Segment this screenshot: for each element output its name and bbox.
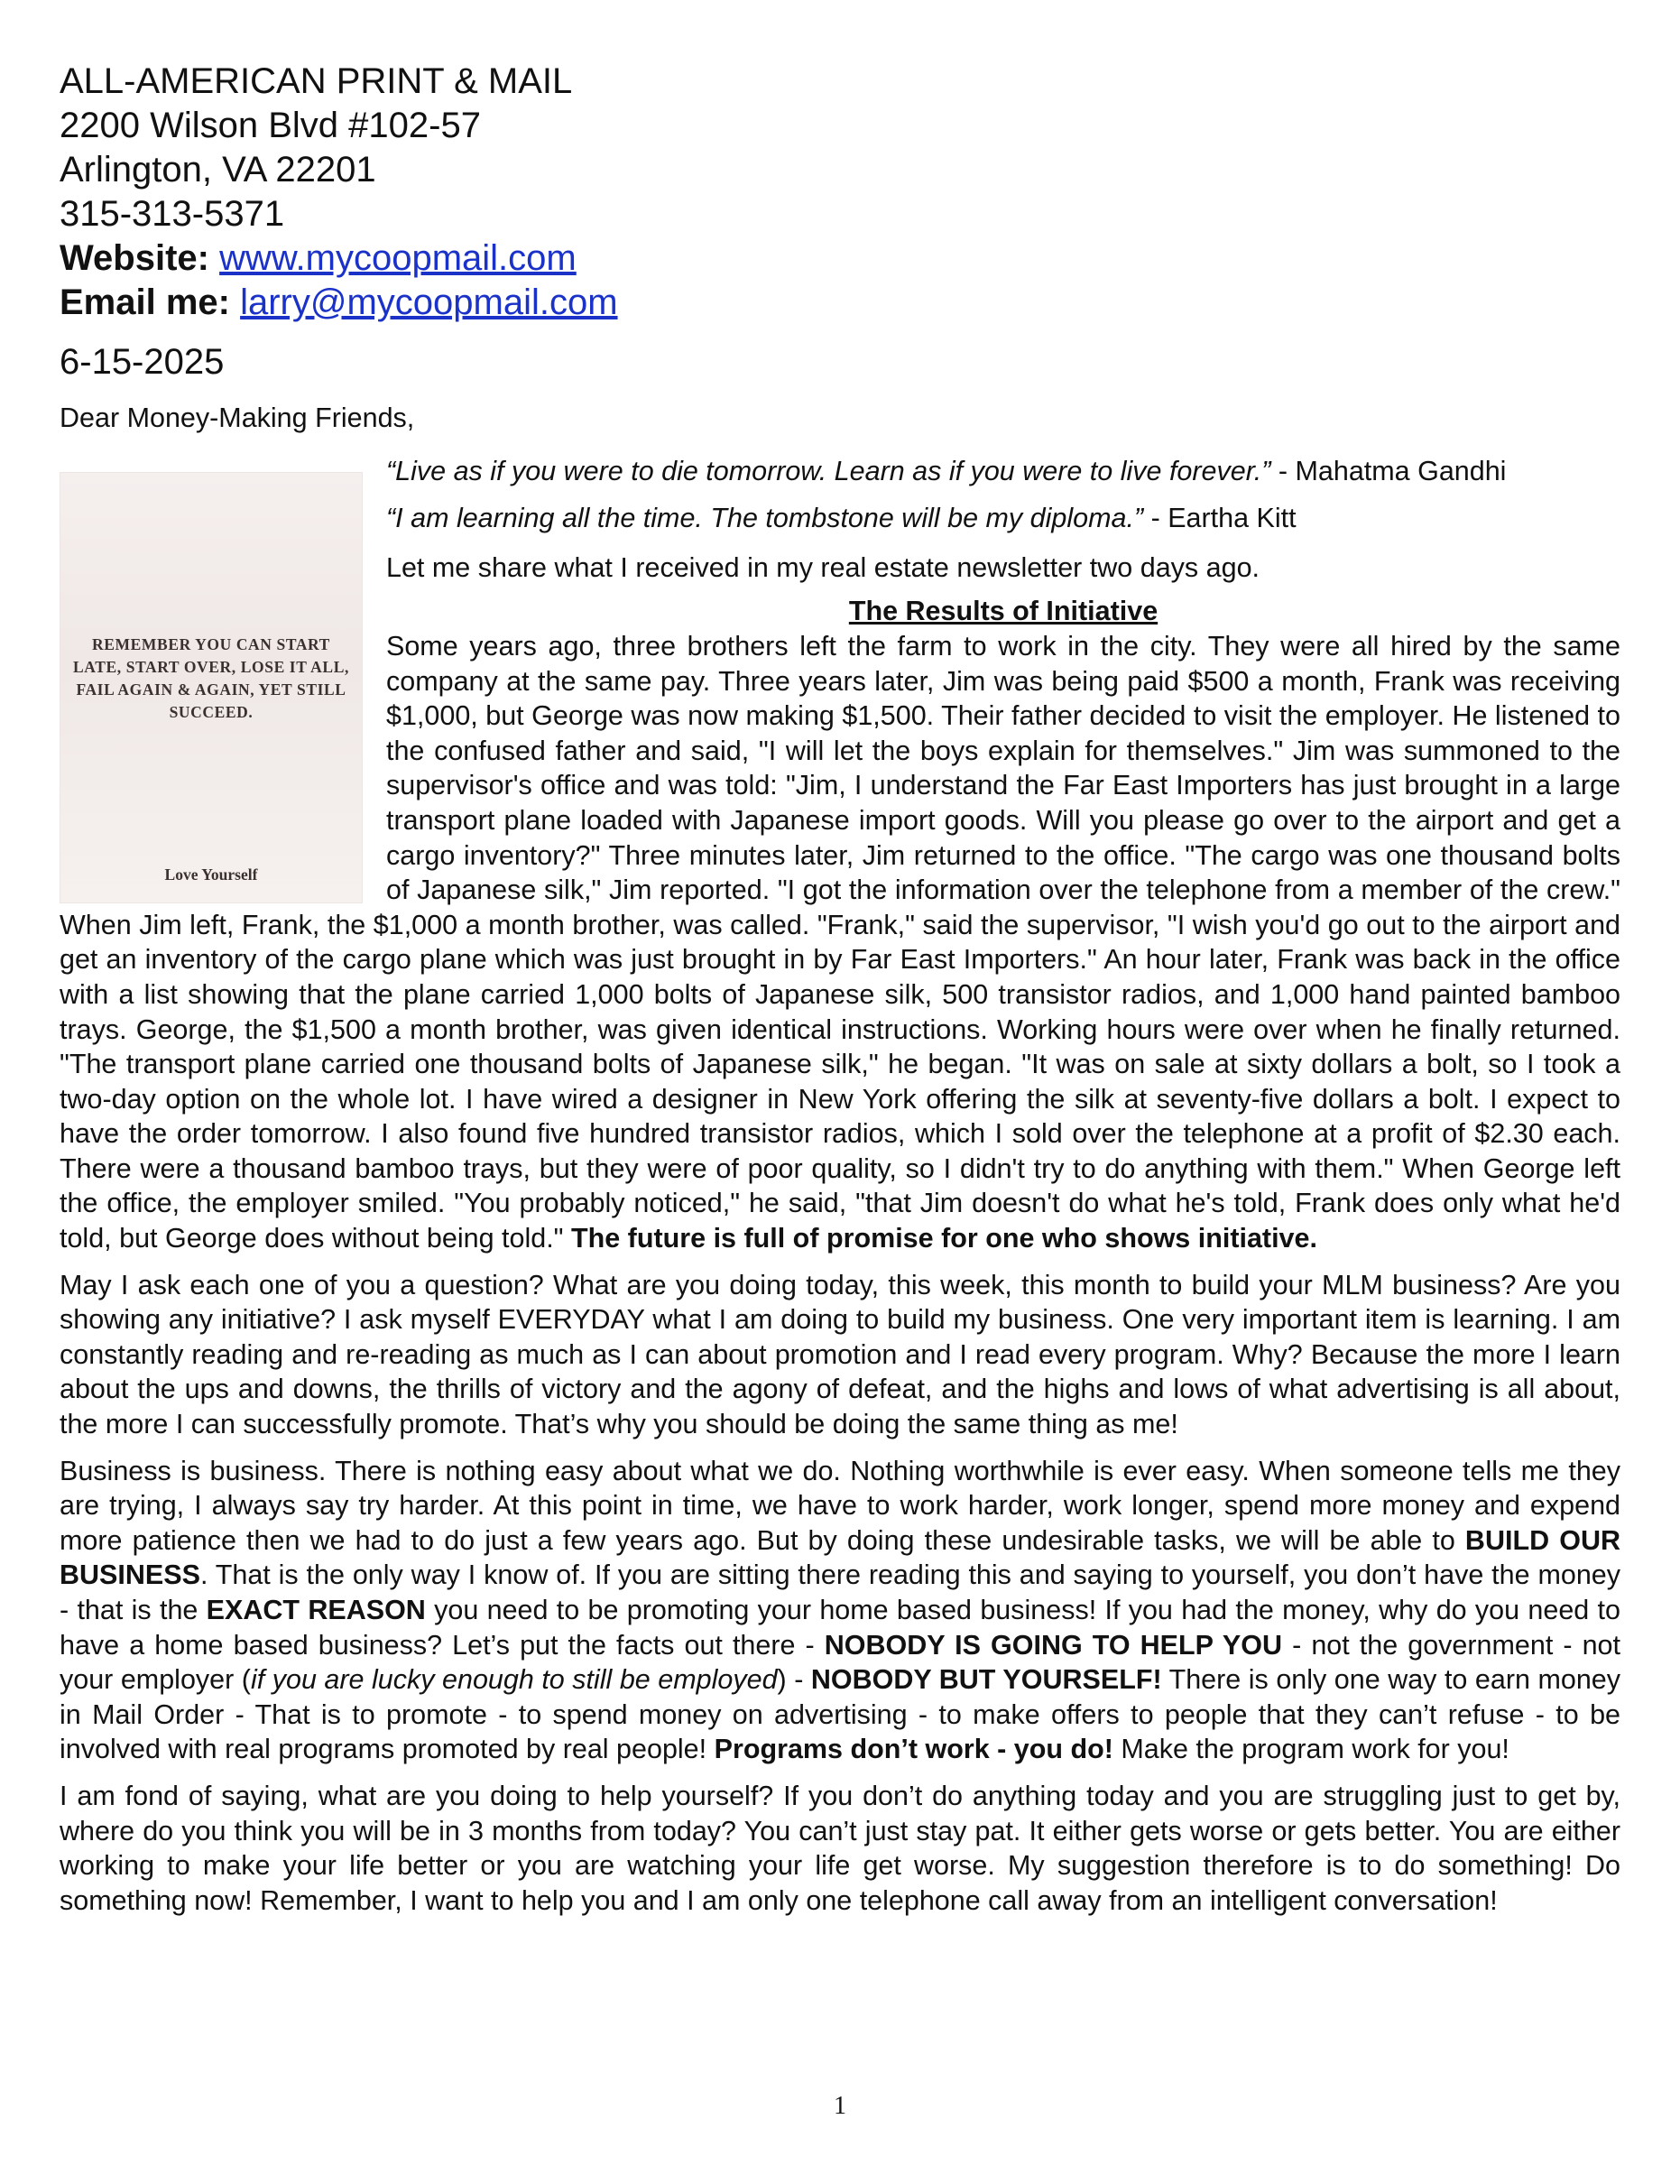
card-quote: REMEMBER YOU CAN START LATE, START OVER, LOSE IT ALL, FAIL AGAIN & AGAIN, YET STILL SUCCEED. [73,634,349,721]
address-line-2: Arlington, VA 22201 [60,150,376,190]
letter-body [60,454,1620,1919]
emphasis-nobody-but-yourself: NOBODY BUT YOURSELF! [810,1664,1162,1696]
paragraph-help-yourself: I am fond of saying, what are you doing to help yourself? If you don’t do anything today and you are struggling just to get by, where do you think you will be in 3 months from today? You can’t just stay pat. It either gets worse or gets better. You are either working to make your life better or you are watching your life get worse. My suggestion therefore is to do something! Do something now! Remember, I want to help you and I am only one telephone call away from an intelligent conversation! [60,1780,1620,1916]
letter-date: 6-15-2025 [60,342,225,382]
story-body: Some years ago, three brothers left the farm to work in the city. They were all hired by the same company at the same pay. Three years later, Jim was being paid $500 a month, Frank was receiving $1,000, but George was now making $1,500. Their father decided to visit the employer. He listened to the confused father and said, "I will let the boys explain for themselves." Jim was summoned to the supervisor's office and was told: "Jim, I understand the Far East Importers has just brought in a large transport plane loaded with Japanese import goods. Will you please go over to the airport and get a cargo inventory?" Three minutes later, Jim returned to the office. "The cargo was one thousand bolts of Japanese silk," Jim reported. "I got the information over the telephone from a member of the crew." When Jim left, Frank, the $1,000 a month brother, was called. "Frank," said the supervisor, "I wish you'd go out to the airport and get an inventory of the cargo plane which was just brought in by Far East Importers." An hour later, Frank was back in the office with a list showing that the plane carried 1,000 bolts of Japanese silk, 500 transistor radios, and 1,000 hand painted bamboo trays. George, the $1,500 a month brother, was given identical instructions. Working hours were over when he finally returned. "The transport plane carried one thousand bolts of Japanese silk," he began. "It was on sale at sixty dollars a bolt, so I took a two-day option on the whole lot. I have wired a designer in New York offering the silk at seventy-five dollars a bolt. I expect to have the order tomorrow. I also found five hundred transistor radios, which I sold over the telephone at a profit of $2.30 each. There were a thousand bamboo trays, but they were of poor quality, so I didn't try to do anything with them." When George left the office, the employer smiled. "You probably noticed," he said, "that Jim doesn't do what he's told, Frank does only what he'd told, but George does without being told." [60,630,1620,1254]
quote-text: “I am learning all the time. The tombstone will be my diploma.” [386,503,1144,534]
text-run: - not the government - not your employer ( [60,1629,1620,1696]
email-line [60,281,1620,325]
quote-author: - Eartha Kitt [1143,503,1297,534]
text-run: ) - [777,1664,811,1696]
paragraph-initiative-question: May I ask each one of you a question? What are you doing today, this week, this month to build your MLM business? Are you showing any initiative? I ask myself EVERYDAY what I am doing to build my business. One very important item is learning. I am constantly reading and re-reading as much as I can about promotion and I read every program. Why? Because the more I learn about the ups and downs, the thrills of victory and the agony of defeat, and the highs and lows of what advertising is all about, the more I can successfully promote. That’s why you should be doing the same thing as me! [60,1269,1620,1440]
text-run: Business is business. There is nothing easy about what we do. Nothing worthwhile is ever easy. When someone tells me they are trying, I always say try harder. At this point in time, we have to work harder, work longer, spend more money and expend more patience then we had to do just a few years ago. But by doing these undesirable tasks, we will be able to [60,1455,1620,1556]
emphasis-programs-dont-work: Programs don’t work - you do! [714,1734,1113,1765]
text-run: Make the program work for you! [1112,1734,1509,1765]
quote-author: - Mahatma Gandhi [1270,455,1507,486]
website-label: Website: [60,238,209,278]
intro-line: Let me share what I received in my real estate newsletter two days ago. [386,551,1260,583]
address-line-1: 2200 Wilson Blvd #102-57 [60,106,481,145]
text-run: There is only one way to earn money in Mail Order - That is to promote - to spend money on advertising - to make offers to people that they can’t refuse - to be involved with real programs promoted by real people! [60,1664,1621,1765]
website-link[interactable]: www.mycoopmail.com [219,238,577,278]
story-title: The Results of Initiative [848,596,1158,627]
quote-text: “Live as if you were to die tomorrow. Learn as if you were to live forever.” [386,455,1271,486]
email-link[interactable]: larry@mycoopmail.com [240,282,618,322]
company-name: ALL-AMERICAN PRINT & MAIL [60,61,573,101]
paragraph-business [60,1454,1620,1767]
motivational-card-image [60,472,363,903]
italic-employed: if you are lucky enough to still be employed [250,1664,778,1696]
story-closing: The future is full of promise for one who shows initiative. [570,1223,1317,1254]
phone-number: 315-313-5371 [60,194,285,234]
text-run: you need to be promoting your home based business! If you had the money, why do you need to have a home based business? Let’s put the facts out there - [60,1595,1620,1661]
card-footer: Love Yourself [164,865,258,884]
salutation: Dear Money-Making Friends, [60,403,415,433]
page-number: 1 [834,2092,846,2120]
email-label: Email me: [60,282,230,322]
website-line [60,236,1620,281]
emphasis-nobody-help: NOBODY IS GOING TO HELP YOU [824,1629,1283,1661]
letterhead [60,60,1620,325]
text-run: . That is the only way I know of. If you are sitting there reading this and saying to yourself, you don’t have the money - that is the [60,1559,1620,1625]
emphasis-exact-reason: EXACT REASON [206,1595,426,1625]
emphasis-build-business: BUILD OUR BUSINESS [60,1524,1620,1591]
